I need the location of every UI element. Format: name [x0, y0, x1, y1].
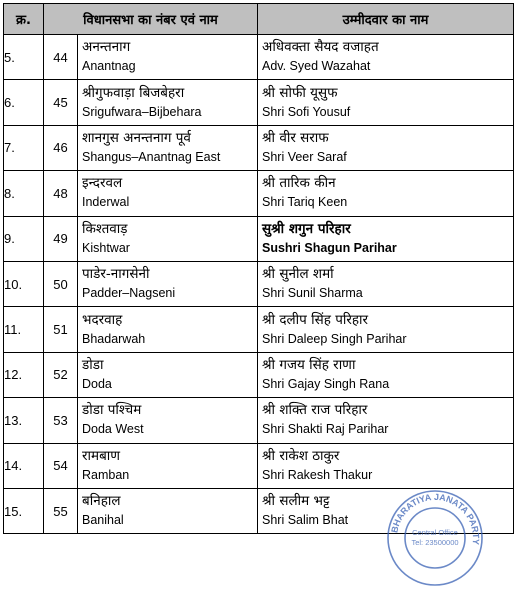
constituency-name [78, 398, 258, 443]
candidate-name-english: Sushri Shagun Parihar [262, 240, 397, 255]
candidate-name-english: Shri Gajay Singh Rana [262, 376, 390, 391]
constituency-number: 51 [44, 307, 78, 352]
constituency-name-english: Inderwal [82, 195, 130, 210]
candidate-name-hindi: श्री सुनील शर्मा [262, 266, 334, 283]
table-row [4, 443, 514, 488]
constituency-name [78, 216, 258, 261]
constituency-name-english: Doda [82, 376, 112, 391]
header-candidate: उम्मीदवार का नाम [258, 4, 514, 35]
serial-number: 5. [4, 35, 44, 80]
constituency-number: 52 [44, 352, 78, 397]
serial-number: 13. [4, 398, 44, 443]
stamp-center-line2: Tel: 23500000 [411, 538, 459, 547]
constituency-name [78, 125, 258, 170]
stamp-center-line1: Central Office [412, 528, 458, 537]
constituency-name [78, 443, 258, 488]
constituency-name-hindi: बनिहाल [82, 493, 121, 510]
constituency-number: 44 [44, 35, 78, 80]
table-row [4, 171, 514, 216]
table-row [4, 307, 514, 352]
candidate-name [258, 352, 514, 397]
constituency-name-english: Doda West [82, 422, 144, 437]
candidate-name-english: Shri Daleep Singh Parihar [262, 331, 407, 346]
serial-number: 8. [4, 171, 44, 216]
constituency-number: 50 [44, 261, 78, 306]
constituency-name [78, 171, 258, 216]
serial-number: 10. [4, 261, 44, 306]
constituency-name-hindi: श्रीगुफवाड़ा बिजबेहरा [82, 84, 185, 101]
table-row [4, 398, 514, 443]
candidate-name [258, 261, 514, 306]
serial-number: 12. [4, 352, 44, 397]
candidate-name-hindi: श्री शक्ति राज परिहार [262, 402, 368, 419]
candidate-name-hindi: श्री गजय सिंह राणा [262, 356, 356, 373]
constituency-name-english: Kishtwar [82, 240, 130, 255]
constituency-number: 55 [44, 488, 78, 533]
header-serial: क्र. [4, 4, 44, 35]
header-constituency: विधानसभा का नंबर एवं नाम [44, 4, 258, 35]
constituency-name-hindi: अनन्तनाग [82, 39, 131, 56]
candidate-name [258, 125, 514, 170]
constituency-name [78, 35, 258, 80]
constituency-name-hindi: डोडा पश्चिम [82, 402, 142, 419]
constituency-name-hindi: शानगुस अनन्तनाग पूर्व [82, 129, 191, 146]
constituency-name [78, 352, 258, 397]
candidate-name [258, 307, 514, 352]
candidate-name-hindi: श्री सोफी यूसुफ [262, 84, 338, 101]
candidate-name-hindi: श्री तारिक कीन [262, 175, 336, 192]
serial-number: 7. [4, 125, 44, 170]
candidate-name-english: Shri Rakesh Thakur [262, 467, 373, 482]
constituency-name-english: Shangus–Anantnag East [82, 149, 221, 164]
candidate-name-english: Shri Veer Saraf [262, 149, 347, 164]
constituency-name-english: Padder–Nagseni [82, 286, 176, 301]
constituency-name [78, 307, 258, 352]
table-body [4, 35, 514, 534]
serial-number: 6. [4, 80, 44, 125]
candidate-list-table [3, 3, 514, 534]
candidate-name-hindi: श्री दलीप सिंह परिहार [262, 311, 369, 328]
constituency-name-english: Ramban [82, 467, 130, 482]
constituency-name [78, 488, 258, 533]
table-row [4, 125, 514, 170]
constituency-name-hindi: भदरवाह [82, 311, 123, 328]
candidate-name-english: Shri Sofi Yousuf [262, 104, 351, 119]
serial-number: 15. [4, 488, 44, 533]
candidate-name [258, 80, 514, 125]
constituency-number: 48 [44, 171, 78, 216]
candidate-name-english: Shri Sunil Sharma [262, 286, 363, 301]
table-row [4, 35, 514, 80]
candidate-name-english: Shri Shakti Raj Parihar [262, 422, 389, 437]
candidate-name-hindi: श्री राकेश ठाकुर [262, 447, 340, 464]
constituency-number: 46 [44, 125, 78, 170]
candidate-name [258, 171, 514, 216]
constituency-name [78, 261, 258, 306]
constituency-number: 49 [44, 216, 78, 261]
constituency-name-english: Banihal [82, 513, 124, 528]
serial-number: 14. [4, 443, 44, 488]
constituency-name-hindi: डोडा [82, 356, 104, 373]
constituency-name-hindi: रामबाण [82, 447, 121, 464]
table-row [4, 216, 514, 261]
candidate-name [258, 443, 514, 488]
constituency-name-hindi: किश्तवाड़ [82, 220, 128, 237]
constituency-name-english: Bhadarwah [82, 331, 146, 346]
table-header-row [4, 4, 514, 35]
candidate-name-hindi: सुश्री शगुन परिहार [262, 220, 351, 237]
constituency-number: 45 [44, 80, 78, 125]
candidate-name-hindi: अधिवक्ता सैयद वजाहत [262, 39, 379, 56]
table-row [4, 352, 514, 397]
candidate-name-english: Adv. Syed Wazahat [262, 59, 371, 74]
stamp-ring-text: BHARATIYA JANATA PARTY [389, 491, 482, 546]
candidate-name [258, 398, 514, 443]
serial-number: 11. [4, 307, 44, 352]
constituency-name [78, 80, 258, 125]
candidate-name-hindi: श्री वीर सराफ [262, 129, 329, 146]
constituency-name-hindi: पाडेर-नागसेनी [82, 266, 150, 283]
constituency-name-english: Srigufwara–Bijbehara [82, 104, 202, 119]
serial-number: 9. [4, 216, 44, 261]
candidate-name [258, 216, 514, 261]
candidate-name-hindi: श्री सलीम भट्ट [262, 493, 330, 510]
candidate-name [258, 35, 514, 80]
table-row [4, 80, 514, 125]
table-row [4, 261, 514, 306]
candidate-name-english: Shri Salim Bhat [262, 513, 349, 528]
party-office-stamp [385, 488, 485, 588]
constituency-number: 54 [44, 443, 78, 488]
constituency-number: 53 [44, 398, 78, 443]
candidate-name-english: Shri Tariq Keen [262, 195, 348, 210]
constituency-name-hindi: इन्दरवल [82, 175, 123, 192]
constituency-name-english: Anantnag [82, 59, 136, 74]
